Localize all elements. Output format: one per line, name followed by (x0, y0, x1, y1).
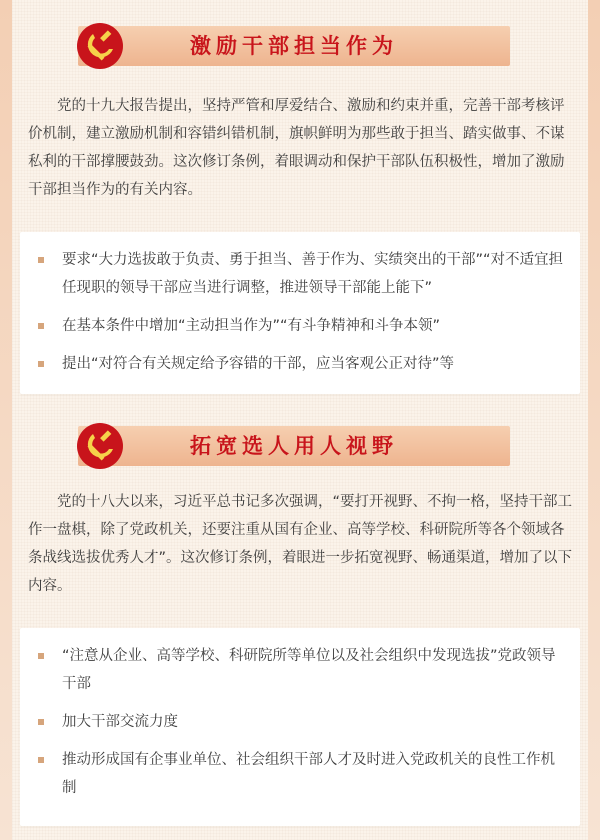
list-item-text: 要求“大力选拔敢于负责、勇于担当、善于作为、实绩突出的干部”“对不适宜担任现职的领导干部应当进行调整，推进领导干部能上能下” (62, 252, 564, 296)
square-bullet-icon (38, 719, 44, 725)
right-decorative-strip (588, 0, 600, 840)
section-paragraph: 党的十九大报告提出，坚持严管和厚爱结合、激励和约束并重，完善干部考核评价机制，建立激励机制和容错纠错机制，旗帜鲜明为那些敢于担当、踏实做事、不谋私利的干部撑腰鼓劲。这次修订条例，着眼调动和保护干部队伍积极性，增加了激励干部担当作为的有关内容。 (28, 98, 565, 198)
list-item (36, 312, 566, 340)
item-list-box (20, 628, 580, 826)
square-bullet-icon (38, 257, 44, 263)
square-bullet-icon (38, 757, 44, 763)
list-item-text: 推动形成国有企事业单位、社会组织干部人才及时进入党政机关的良性工作机制 (62, 752, 555, 796)
square-bullet-icon (38, 361, 44, 367)
list-item-text: 提出“对符合有关规定给予容错的干部，应当客观公正对待”等 (62, 356, 455, 372)
item-list (20, 232, 580, 398)
list-item (36, 746, 566, 802)
list-item-text: “注意从企业、高等学校、科研院所等单位以及社会组织中发现选拔”党政领导干部 (62, 648, 556, 692)
section-title: 拓宽选人用人视野 (190, 434, 398, 458)
item-list-box (20, 232, 580, 394)
section-title: 激励干部担当作为 (190, 34, 398, 58)
list-item (36, 642, 566, 698)
section-header-broaden (78, 422, 510, 470)
list-item (36, 350, 566, 378)
item-list (20, 628, 580, 822)
list-item-text: 在基本条件中增加“主动担当作为”“有斗争精神和斗争本领” (62, 318, 441, 334)
square-bullet-icon (38, 653, 44, 659)
section-paragraph: 党的十八大以来，习近平总书记多次强调，“要打开视野、不拘一格，坚持干部工作一盘棋，除了党政机关，还要注重从国有企业、高等学校、科研院所等各个领域各条战线选拔优秀人才”。这次修订条例，着眼进一步拓宽视野、畅通渠道，增加了以下内容。 (28, 494, 573, 594)
section-header-incentive (78, 22, 510, 70)
left-decorative-strip (0, 0, 12, 840)
list-item (36, 246, 566, 302)
list-item (36, 708, 566, 736)
square-bullet-icon (38, 323, 44, 329)
list-item-text: 加大干部交流力度 (62, 714, 178, 730)
